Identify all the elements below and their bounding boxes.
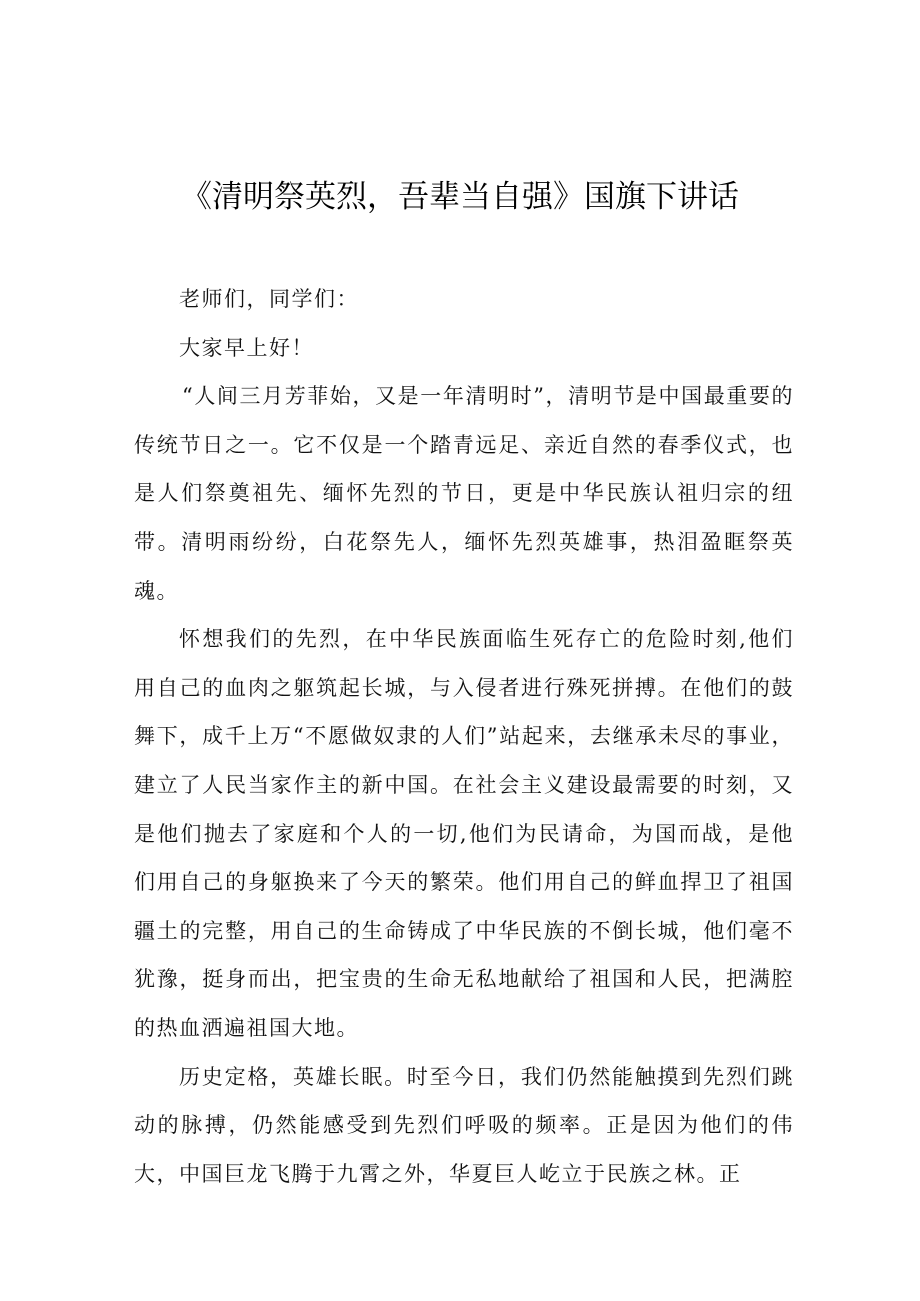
document-body [134, 275, 794, 1198]
greeting: 大家早上好！ [179, 335, 314, 360]
paragraph: “人间三月芳菲始，又是一年清明时”，清明节是中国最重要的传统节日之一。它不仅是一个踏青远足、亲近自然的春季仪式，也是人们祭奠祖先、缅怀先烈的节日，更是中华民族认祖归宗的纽带。清明雨纷纷，白花祭先人，缅怀先烈英雄事，热泪盈眶祭英魂。 [134, 384, 794, 603]
paragraph: 怀想我们的先烈，在中华民族面临生死存亡的危险时刻,他们用自己的血肉之躯筑起长城，与入侵者进行殊死拼搏。在他们的鼓舞下，成千上万“不愿做奴隶的人们”站起来，去继承未尽的事业，建立了人民当家作主的新中国。在社会主义建设最需要的时刻，又是他们抛去了家庭和个人的一切,他们为民请命，为国而战，是他们用自己的身躯换来了今天的繁荣。他们用自己的鲜血捍卫了祖国疆土的完整，用自己的生命铸成了中华民族的不倒长城，他们毫不犹豫，挺身而出，把宝贵的生命无私地献给了祖国和人民，把满腔的热血洒遍祖国大地。 [134, 627, 794, 1040]
document-title: 《清明祭英烈，吾辈当自强》国旗下讲话 [181, 179, 739, 215]
salutation: 老师们，同学们： [179, 287, 359, 311]
paragraph: 历史定格，英雄长眠。时至今日，我们仍然能触摸到先烈们跳动的脉搏，仍然能感受到先烈们呼吸的频率。正是因为他们的伟大，中国巨龙飞腾于九霄之外，华夏巨人屹立于民族之林。正 [134, 1064, 794, 1186]
